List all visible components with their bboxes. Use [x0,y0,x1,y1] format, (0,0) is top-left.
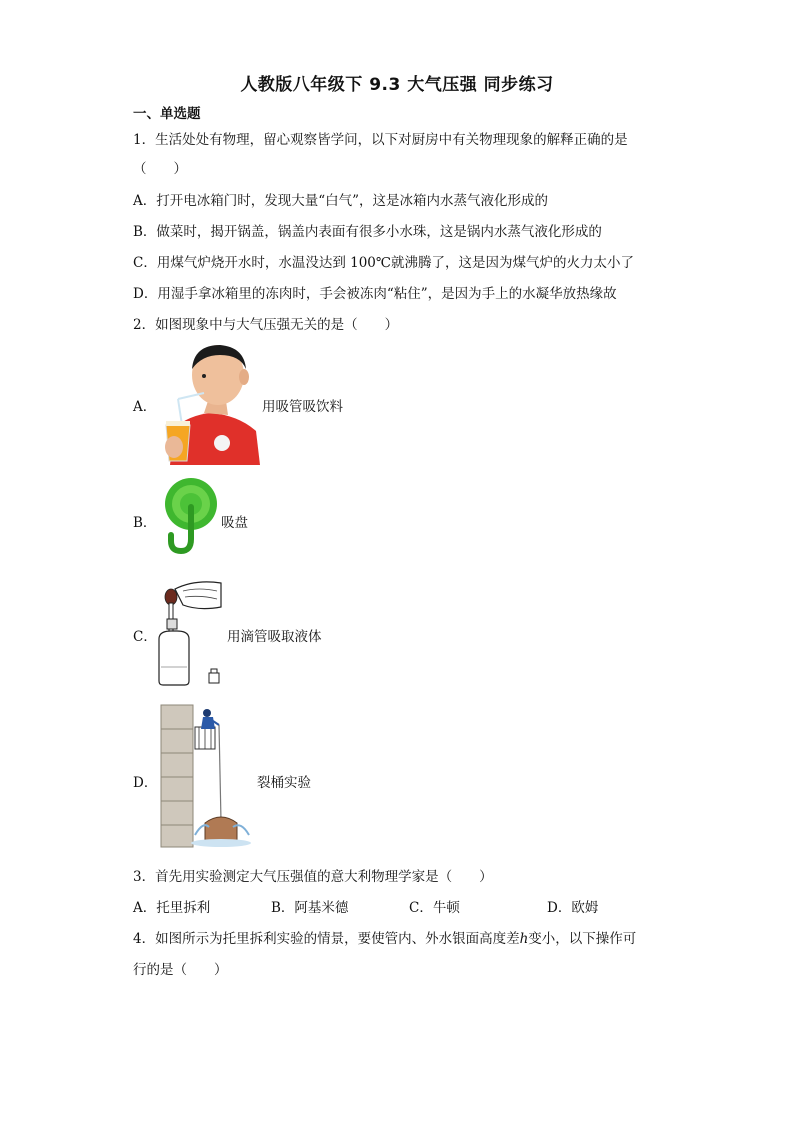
variable-h: h [519,931,529,947]
q1-stem-bracket: （ ） [133,161,187,177]
q3-option-a: A．托里拆利 [133,900,211,916]
q2-option-d-letter: D． [133,775,158,791]
q1-option-b: B．做菜时，揭开锅盖，锅盖内表面有很多小水珠，这是锅内水蒸气液化形成的 [133,224,602,240]
q2-option-b-caption: 吸盘 [221,515,248,531]
barrel-split-experiment-image [157,703,253,849]
q4-stem: 4．如图所示为托里拆利实验的情景，要使管内、外水银面高度差h变小，以下操作可 [133,931,637,947]
q2-option-c-letter: C． [133,629,157,645]
q3-option-c: C．牛顿 [409,900,460,916]
q2-option-d-caption: 裂桶实验 [257,775,311,791]
page-title: 人教版八年级下 9.3 大气压强 同步练习 [240,75,554,95]
boy-drinking-straw-image [160,343,260,465]
dropper-bottle-image [155,577,225,687]
q1-stem: 1．生活处处有物理，留心观察皆学问，以下对厨房中有关物理现象的解释正确的是 [133,132,628,148]
q3-option-b: B．阿基米德 [271,900,349,916]
q3-option-d: D．欧姆 [547,900,599,916]
suction-cup-hook-image [159,477,219,555]
q2-option-a-letter: A． [133,399,157,415]
q2-stem: 2．如图现象中与大气压强无关的是（ ） [133,317,399,333]
q4-stem-line2: 行的是（ ） [133,962,228,978]
q2-option-b-letter: B． [133,515,157,531]
section-heading: 一、单选题 [133,106,201,122]
q1-option-c: C．用煤气炉烧开水时，水温没达到 100℃就沸腾了，这是因为煤气炉的火力太小了 [133,255,634,271]
q1-option-d: D．用湿手拿冰箱里的冻肉时，手会被冻肉“粘住”，是因为手上的水凝华放热缘故 [133,286,617,302]
q2-option-c-caption: 用滴管吸取液体 [227,629,322,645]
q1-option-a: A．打开电冰箱门时，发现大量“白气”，这是冰箱内水蒸气液化形成的 [133,193,549,209]
q3-stem: 3．首先用实验测定大气压强值的意大利物理学家是（ ） [133,869,493,885]
q2-option-a-caption: 用吸管吸饮料 [262,399,343,415]
